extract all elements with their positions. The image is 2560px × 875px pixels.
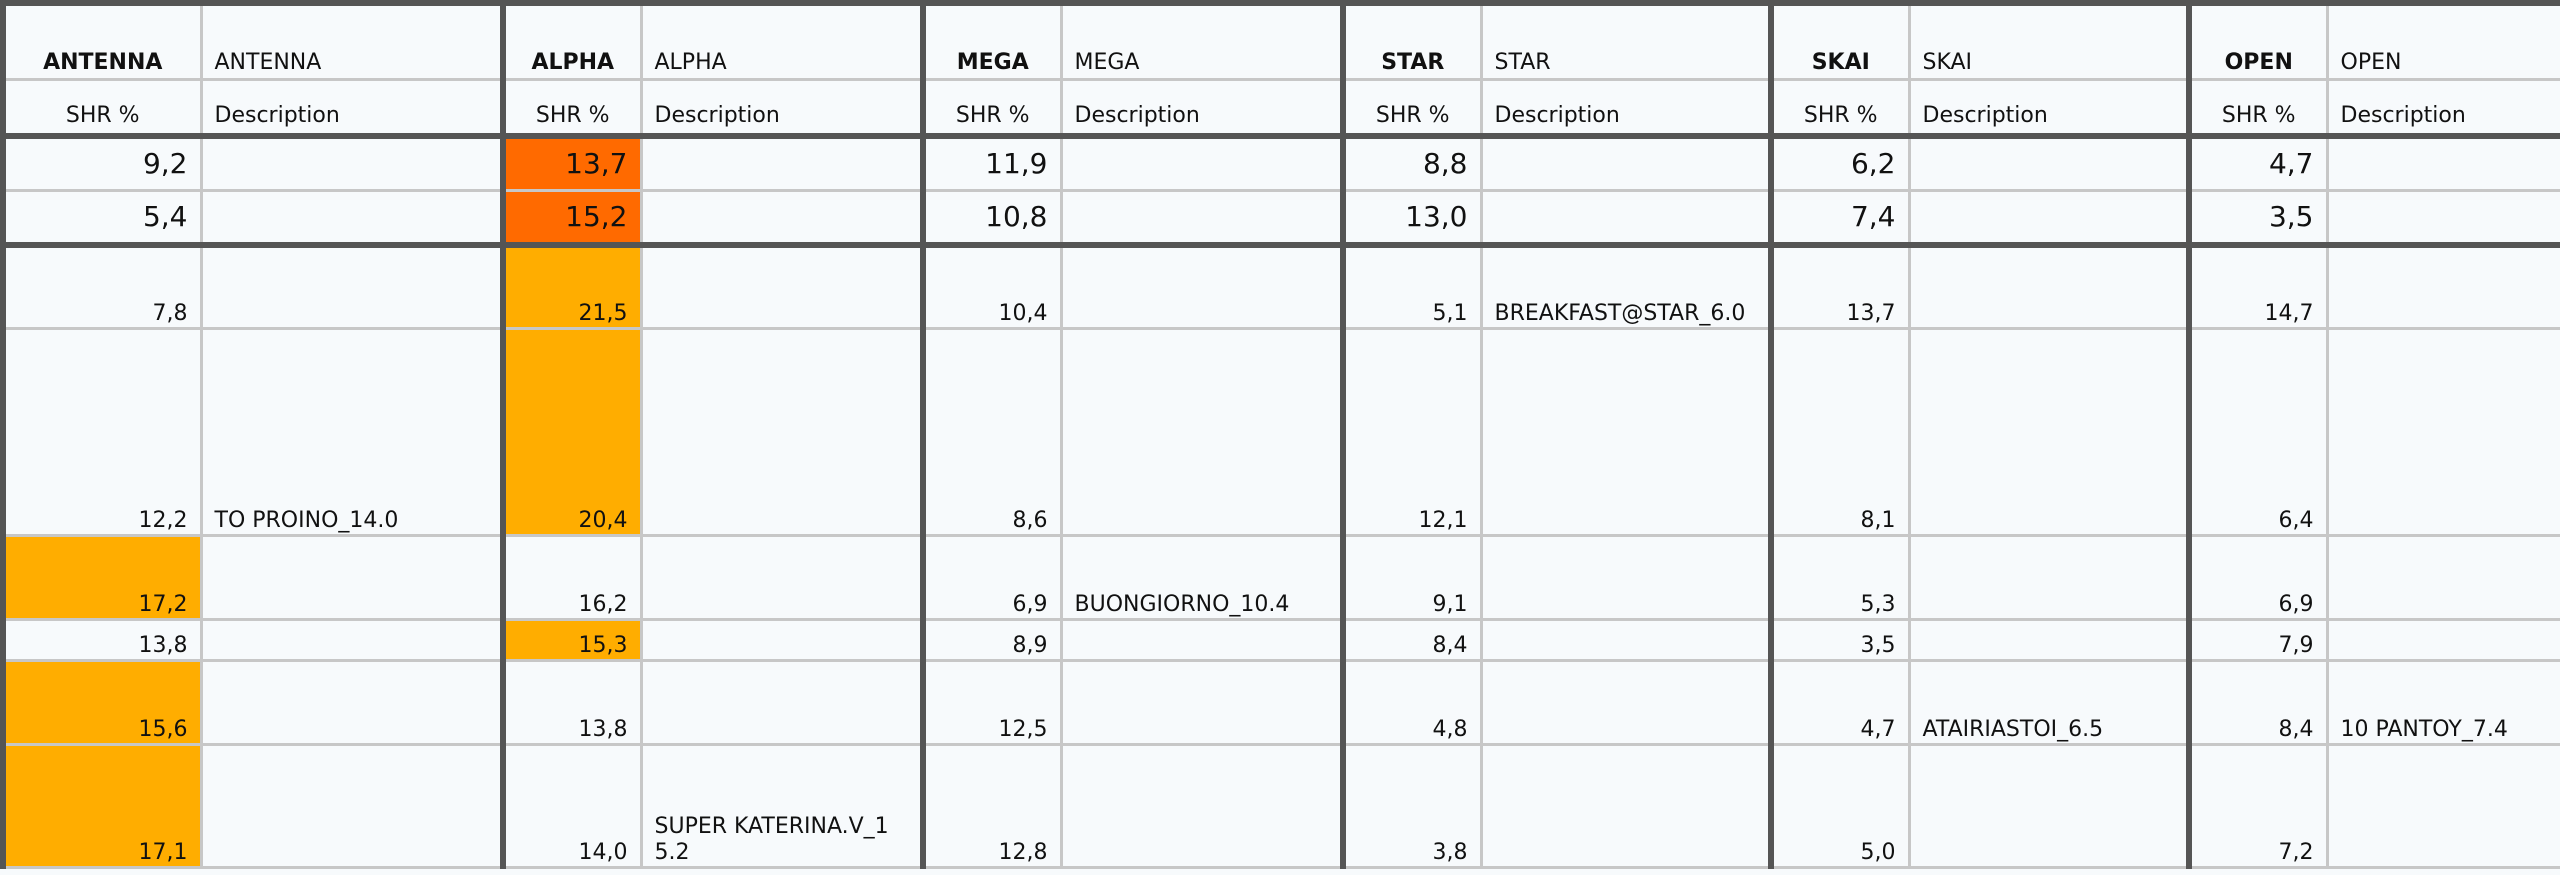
description-cell[interactable]: [1481, 661, 1771, 745]
description-cell[interactable]: [1481, 620, 1771, 661]
description-cell[interactable]: [641, 661, 923, 745]
description-cell[interactable]: BREAKFAST@STAR_6.0: [1481, 245, 1771, 329]
column-header-antenna-desc[interactable]: ANTENNA: [201, 3, 503, 80]
column-header-open-desc[interactable]: OPEN: [2327, 3, 2560, 80]
subheader-shr: SHR %: [3, 80, 201, 137]
share-cell-highlighted[interactable]: 20,4: [503, 329, 641, 536]
share-cell[interactable]: 9,1: [1343, 536, 1481, 620]
description-cell[interactable]: [1481, 745, 1771, 868]
description-cell[interactable]: ATAIRIASTOI_6.5: [1909, 661, 2189, 745]
column-header-mega-desc[interactable]: MEGA: [1061, 3, 1343, 80]
share-cell[interactable]: 8,6: [923, 329, 1061, 536]
share-cell[interactable]: 8,8: [1343, 136, 1481, 191]
subheader-description: Description: [201, 80, 503, 137]
description-cell[interactable]: [2327, 745, 2560, 868]
share-cell-highlighted[interactable]: 21,5: [503, 245, 641, 329]
share-cell[interactable]: 5,3: [1771, 536, 1909, 620]
share-cell-highlighted[interactable]: 15,2: [503, 191, 641, 246]
description-cell[interactable]: TO PROINO_14.0: [201, 329, 503, 536]
share-cell[interactable]: 13,7: [1771, 245, 1909, 329]
share-cell[interactable]: 3,8: [1343, 745, 1481, 868]
description-cell[interactable]: [1909, 136, 2189, 191]
subheader-description: Description: [641, 80, 923, 137]
share-cell[interactable]: 3,5: [2189, 191, 2327, 246]
share-cell[interactable]: 6,4: [2189, 329, 2327, 536]
share-cell-highlighted[interactable]: 17,1: [3, 745, 201, 868]
description-cell[interactable]: [641, 329, 923, 536]
description-cell[interactable]: SUPER KATERINA.V_15.2: [641, 745, 923, 868]
subheader-description: Description: [1481, 80, 1771, 137]
share-cell[interactable]: 5,4: [3, 191, 201, 246]
share-cell[interactable]: 13,0: [1343, 191, 1481, 246]
share-cell[interactable]: 5,0: [1771, 745, 1909, 868]
column-header-star-desc[interactable]: STAR: [1481, 3, 1771, 80]
column-header-alpha-desc[interactable]: ALPHA: [641, 3, 923, 80]
share-cell[interactable]: 4,7: [1771, 661, 1909, 745]
description-cell[interactable]: [1909, 536, 2189, 620]
description-cell[interactable]: [1061, 136, 1343, 191]
description-cell[interactable]: 10 PANTOY_7.4: [2327, 661, 2560, 745]
share-cell[interactable]: 6,9: [2189, 536, 2327, 620]
description-cell[interactable]: [1909, 245, 2189, 329]
column-header-antenna-shr[interactable]: ANTENNA: [3, 3, 201, 80]
share-cell[interactable]: 12,8: [923, 745, 1061, 868]
share-cell[interactable]: 16,2: [503, 536, 641, 620]
description-cell[interactable]: [2327, 329, 2560, 536]
column-header-skai-desc[interactable]: SKAI: [1909, 3, 2189, 80]
table-row: [3, 245, 2560, 329]
subheader-shr: SHR %: [1771, 80, 1909, 137]
column-header-open-shr[interactable]: OPEN: [2189, 3, 2327, 80]
description-cell[interactable]: [1909, 191, 2189, 246]
share-cell[interactable]: 12,1: [1343, 329, 1481, 536]
share-cell[interactable]: 13,8: [503, 661, 641, 745]
share-cell-highlighted[interactable]: 13,7: [503, 136, 641, 191]
column-header-star-shr[interactable]: STAR: [1343, 3, 1481, 80]
summary-row: [3, 191, 2560, 246]
header-row-subheaders: [3, 80, 2560, 137]
share-cell[interactable]: 4,8: [1343, 661, 1481, 745]
description-cell[interactable]: [2327, 620, 2560, 661]
description-cell[interactable]: [1061, 620, 1343, 661]
description-cell[interactable]: [201, 620, 503, 661]
description-cell[interactable]: [201, 745, 503, 868]
description-cell[interactable]: [1061, 329, 1343, 536]
description-cell[interactable]: [201, 191, 503, 246]
description-cell[interactable]: [1481, 191, 1771, 246]
description-cell[interactable]: [1061, 745, 1343, 868]
description-cell[interactable]: [641, 536, 923, 620]
description-cell[interactable]: [1061, 191, 1343, 246]
description-cell[interactable]: [641, 136, 923, 191]
description-cell[interactable]: [201, 536, 503, 620]
share-cell[interactable]: 9,2: [3, 136, 201, 191]
summary-row: [3, 136, 2560, 191]
subheader-shr: SHR %: [923, 80, 1061, 137]
description-cell[interactable]: [1481, 536, 1771, 620]
share-cell[interactable]: 12,5: [923, 661, 1061, 745]
subheader-shr: SHR %: [2189, 80, 2327, 137]
share-cell[interactable]: 7,8: [3, 245, 201, 329]
description-cell[interactable]: [2327, 245, 2560, 329]
description-cell[interactable]: [1481, 329, 1771, 536]
share-cell-highlighted[interactable]: 17,2: [3, 536, 201, 620]
description-cell[interactable]: [201, 661, 503, 745]
share-cell[interactable]: 8,1: [1771, 329, 1909, 536]
subheader-description: Description: [1061, 80, 1343, 137]
table-row: [3, 620, 2560, 661]
table-row: [3, 536, 2560, 620]
table-row: [3, 329, 2560, 536]
description-cell[interactable]: [201, 245, 503, 329]
share-cell[interactable]: 8,4: [1343, 620, 1481, 661]
share-cell[interactable]: 3,5: [1771, 620, 1909, 661]
column-header-mega-shr[interactable]: MEGA: [923, 3, 1061, 80]
share-cell[interactable]: 4,7: [2189, 136, 2327, 191]
share-cell-highlighted[interactable]: 15,6: [3, 661, 201, 745]
share-cell[interactable]: 11,9: [923, 136, 1061, 191]
column-header-skai-shr[interactable]: SKAI: [1771, 3, 1909, 80]
share-cell[interactable]: 7,2: [2189, 745, 2327, 868]
table-row: [3, 745, 2560, 868]
subheader-shr: SHR %: [1343, 80, 1481, 137]
subheader-shr: SHR %: [503, 80, 641, 137]
share-cell[interactable]: 14,7: [2189, 245, 2327, 329]
share-cell-highlighted[interactable]: 15,3: [503, 620, 641, 661]
header-row-channels: [3, 3, 2560, 80]
share-cell[interactable]: 13,8: [3, 620, 201, 661]
description-cell[interactable]: [1909, 745, 2189, 868]
share-cell[interactable]: 5,1: [1343, 245, 1481, 329]
description-cell[interactable]: [1481, 136, 1771, 191]
share-cell[interactable]: 7,9: [2189, 620, 2327, 661]
description-cell[interactable]: [2327, 136, 2560, 191]
description-cell[interactable]: [641, 245, 923, 329]
description-cell[interactable]: [1909, 329, 2189, 536]
description-cell[interactable]: [1909, 620, 2189, 661]
description-cell[interactable]: [2327, 536, 2560, 620]
share-cell[interactable]: 6,9: [923, 536, 1061, 620]
description-cell[interactable]: [641, 620, 923, 661]
share-cell[interactable]: 10,8: [923, 191, 1061, 246]
subheader-description: Description: [2327, 80, 2560, 137]
share-cell[interactable]: 8,4: [2189, 661, 2327, 745]
share-cell[interactable]: 14,0: [503, 745, 641, 868]
share-cell[interactable]: 12,2: [3, 329, 201, 536]
description-cell[interactable]: [1061, 245, 1343, 329]
share-cell[interactable]: 7,4: [1771, 191, 1909, 246]
description-cell[interactable]: [1061, 661, 1343, 745]
description-cell[interactable]: [641, 191, 923, 246]
description-cell[interactable]: [201, 136, 503, 191]
share-cell[interactable]: 6,2: [1771, 136, 1909, 191]
description-cell[interactable]: [2327, 191, 2560, 246]
share-cell[interactable]: 8,9: [923, 620, 1061, 661]
table-row: [3, 661, 2560, 745]
description-cell[interactable]: BUONGIORNO_10.4: [1061, 536, 1343, 620]
subheader-description: Description: [1909, 80, 2189, 137]
share-cell[interactable]: 10,4: [923, 245, 1061, 329]
column-header-alpha-shr[interactable]: ALPHA: [503, 3, 641, 80]
